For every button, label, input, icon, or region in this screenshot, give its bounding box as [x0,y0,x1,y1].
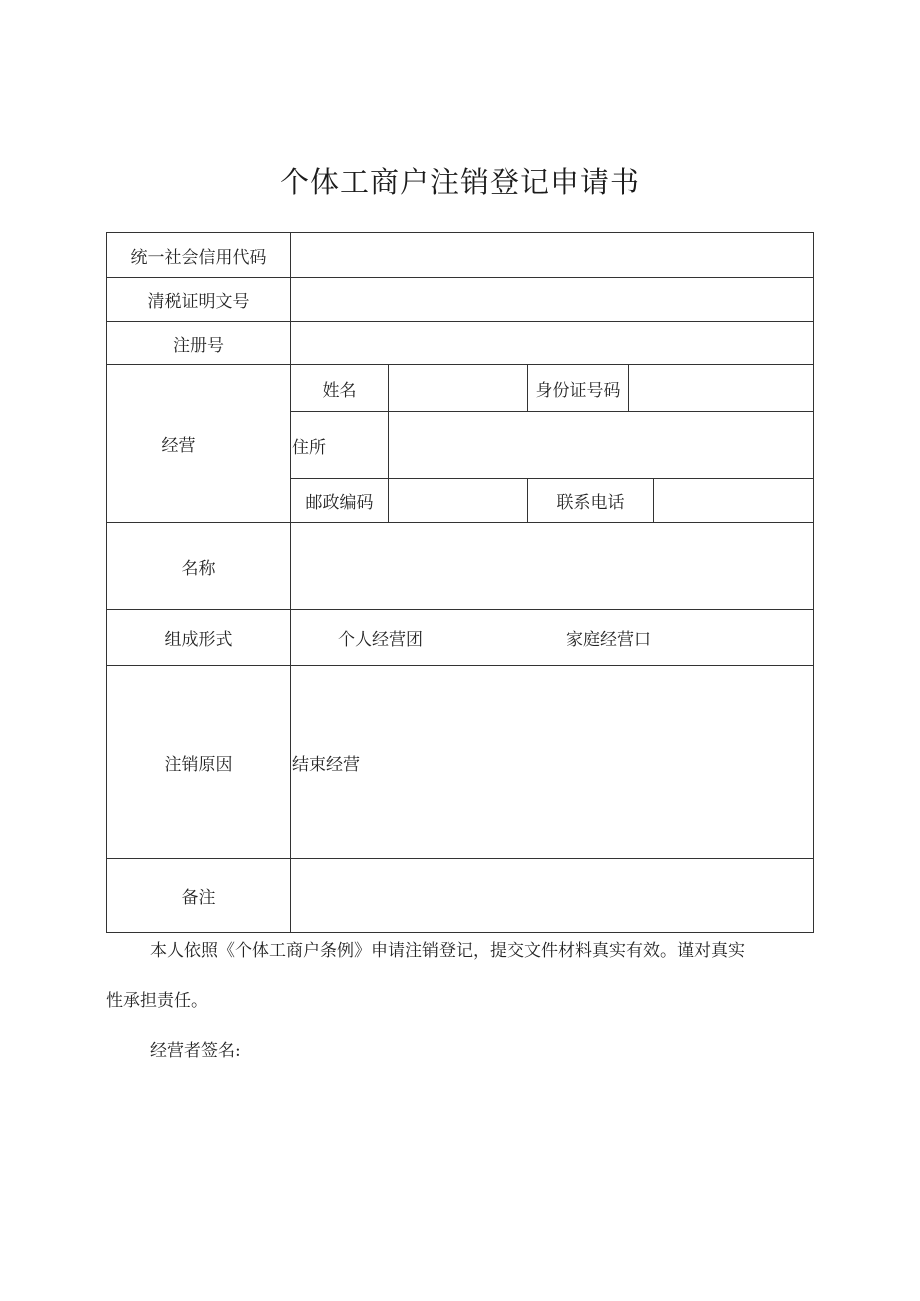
operator-id-label: 身份证号码 [535,380,621,401]
remarks-label: 备注 [181,888,216,908]
credit-code-label: 统一社会信用代码 [130,247,267,268]
operator-address-label: 住所 [292,437,326,458]
operator-section-label: 经营 [161,436,196,456]
business-name-label: 名称 [181,558,216,579]
reason-field[interactable]: 结束经营 [292,754,360,775]
declaration-line-1: 本人依照《个体工商户条例》申请注销登记，提交文件材料真实有效。谨对真实 [150,941,745,961]
reason-label: 注销原因 [164,754,233,775]
operator-phone-field[interactable] [654,479,813,522]
business-name-field[interactable] [291,523,813,609]
reg-no-label: 注册号 [173,335,224,356]
operator-phone-label: 联系电话 [556,493,625,513]
operator-id-field[interactable] [629,365,813,411]
operator-name-field[interactable] [389,365,527,411]
composition-personal-option[interactable]: 个人经营团 [338,630,423,650]
operator-name-label: 姓名 [322,380,357,401]
remarks-field[interactable] [291,859,813,932]
table-border-bottom [106,932,814,933]
operator-postal-field[interactable] [389,479,527,522]
composition-family-option[interactable]: 家庭经营口 [566,630,651,650]
signature-label: 经营者签名: [150,1041,241,1061]
tax-cert-label: 清税证明文号 [147,292,250,312]
credit-code-field[interactable] [291,233,813,277]
table-border-right [813,232,814,933]
reg-no-field[interactable] [291,322,813,364]
composition-label: 组成形式 [164,630,233,650]
operator-address-field[interactable] [389,412,813,478]
declaration-line-2: 性承担责任。 [106,991,208,1011]
operator-postal-label: 邮政编码 [305,493,374,513]
document-title: 个体工商户注销登记申请书 [279,165,640,199]
tax-cert-field[interactable] [291,278,813,321]
